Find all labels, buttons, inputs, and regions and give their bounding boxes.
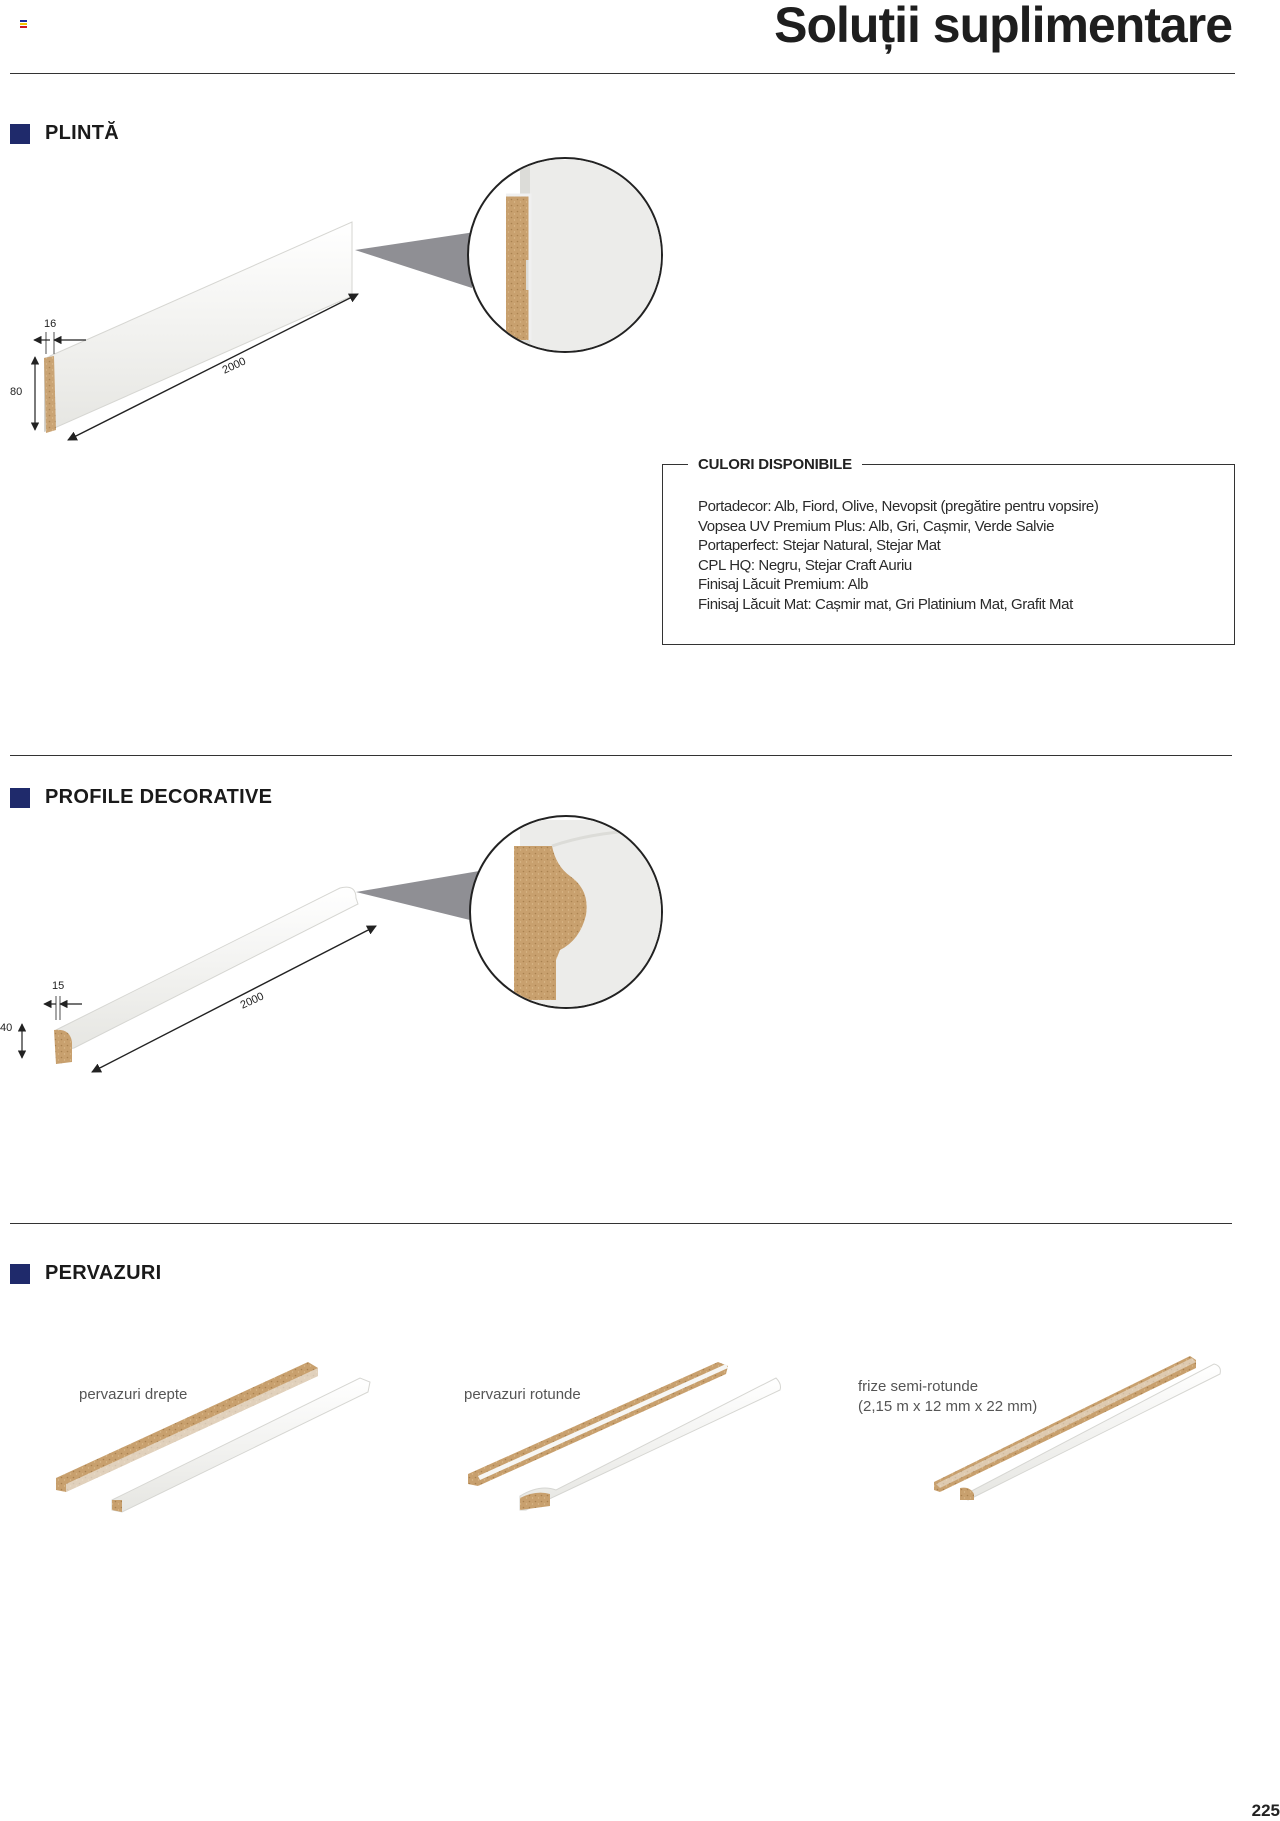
caption-frize-dimensions: (2,15 m x 12 mm x 22 mm) — [858, 1398, 1038, 1415]
section-square-icon — [10, 788, 30, 808]
caption-pervazuri-rotunde: pervazuri rotunde — [464, 1386, 581, 1403]
caption-pervazuri-drepte: pervazuri drepte — [79, 1386, 188, 1403]
colors-heading: CULORI DISPONIBILE — [688, 456, 862, 473]
color-line: Finisaj Lăcuit Mat: Cașmir mat, Gri Platinium Mat, Grafit Mat — [698, 595, 1073, 613]
dim-length: 2000 — [220, 355, 248, 377]
section-divider — [10, 1223, 1232, 1224]
dim-length: 2000 — [238, 990, 266, 1012]
dim-width: 15 — [52, 980, 65, 992]
color-line: Portaperfect: Stejar Natural, Stejar Mat — [698, 537, 941, 554]
profile-decorative-illustration — [22, 816, 680, 1072]
caption-frize-semi-rotunde: frize semi-rotunde — [858, 1378, 979, 1395]
page-title: Soluții suplimentare — [774, 0, 1232, 53]
page-number: 225 — [1251, 1801, 1280, 1820]
section-title-profile-decorative: PROFILE DECORATIVE — [10, 786, 272, 809]
section-title-plinta: PLINTĂ — [10, 122, 119, 145]
pervazuri-drepte-illustration — [56, 1362, 370, 1512]
section-title-pervazuri: PERVAZURI — [10, 1262, 161, 1285]
dim-height: 80 — [10, 386, 23, 398]
dim-width: 16 — [44, 318, 57, 330]
color-line: Portadecor: Alb, Fiord, Olive, Nevopsit (pregătire pentru vopsire) — [698, 498, 1099, 515]
section-square-icon — [10, 124, 30, 144]
color-line: CPL HQ: Negru, Stejar Craft Auriu — [698, 556, 912, 574]
color-line: Vopsea UV Premium Plus: Alb, Gri, Cașmir, Verde Salvie — [698, 517, 1055, 535]
plinta-board-illustration — [34, 158, 680, 440]
section-divider — [10, 755, 1232, 756]
section-square-icon — [10, 1264, 30, 1284]
colors-list — [698, 497, 1228, 614]
color-line: Finisaj Lăcuit Premium: Alb — [698, 576, 869, 593]
dim-height: 40 — [0, 1022, 13, 1034]
pervazuri-rotunde-illustration — [468, 1362, 781, 1510]
